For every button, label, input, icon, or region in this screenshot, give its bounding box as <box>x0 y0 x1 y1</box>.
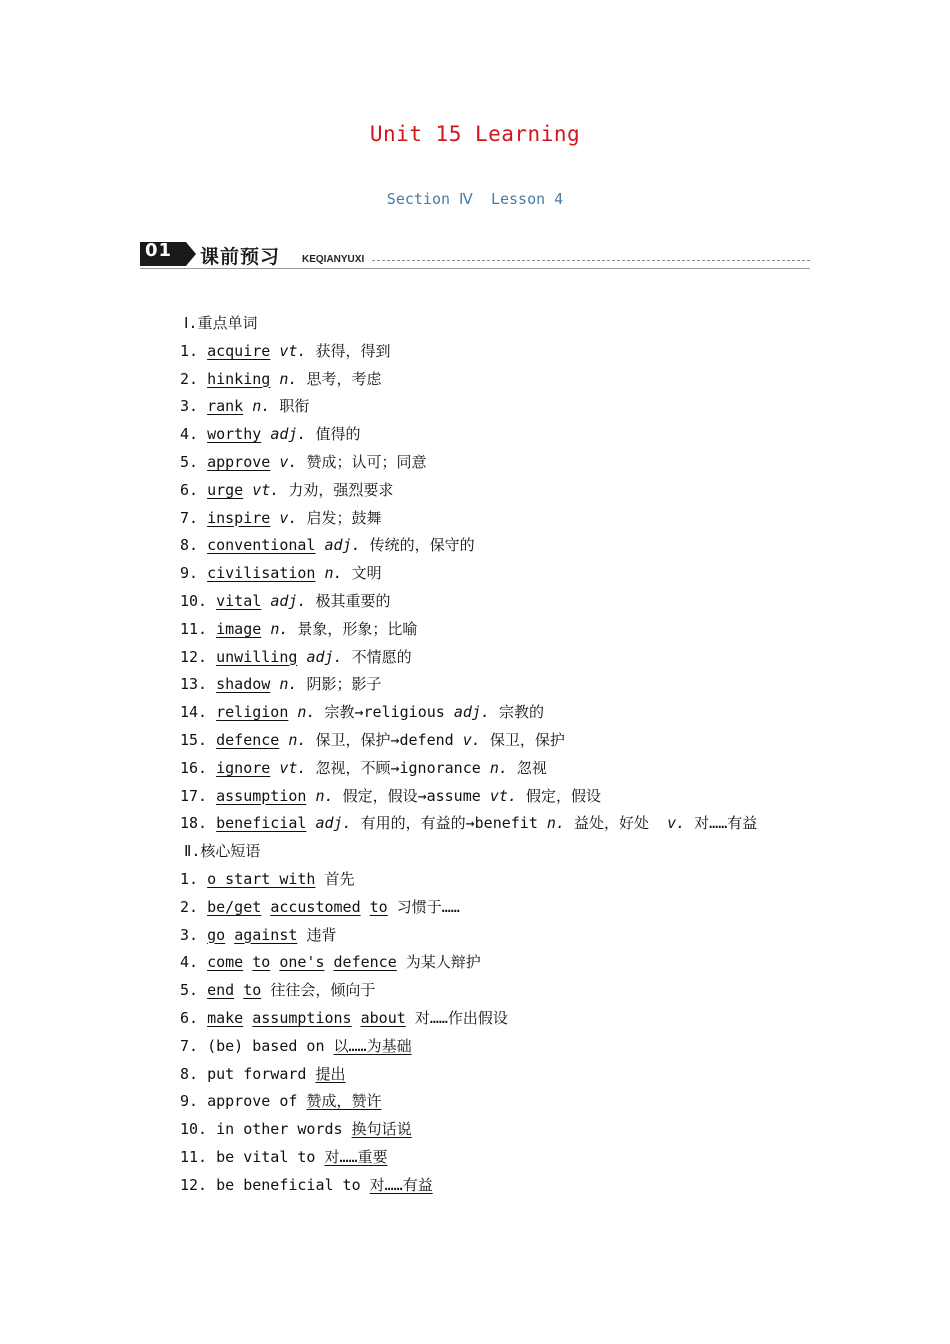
vocab-answer: ignore <box>216 758 271 777</box>
phrase-item <box>180 949 820 977</box>
part-of-speech: vt. <box>279 758 307 777</box>
vocab-answer: worthy <box>207 425 262 444</box>
phrase-item <box>180 1061 820 1089</box>
vocab-answer: rank <box>207 397 244 416</box>
part-of-speech: adj. <box>324 536 361 555</box>
meaning: 习惯于…… <box>396 897 460 916</box>
item-number: 3. <box>180 925 199 944</box>
part-of-speech: n. <box>546 814 565 833</box>
meaning: 有用的，有益的→benefit <box>360 814 538 833</box>
part-of-speech: n. <box>324 564 343 583</box>
vocab-answer: acquire <box>207 341 271 360</box>
item-number: 15. <box>180 730 208 749</box>
part-of-speech: v. <box>667 814 686 833</box>
phrase-answer-word: be/get <box>207 897 262 916</box>
item-number: 9. <box>180 564 199 583</box>
item-number: 6. <box>180 1008 199 1027</box>
vocab-answer: civilisation <box>207 564 316 583</box>
phrase: put forward <box>207 1064 307 1083</box>
vocab-item <box>180 727 820 755</box>
item-number: 16. <box>180 758 208 777</box>
phrase: in other words <box>216 1120 343 1139</box>
item-number: 7. <box>180 508 199 527</box>
vocab-item <box>180 449 820 477</box>
part-of-speech: adj. <box>270 425 307 444</box>
vocab-answer: shadow <box>216 675 271 694</box>
part-of-speech: n. <box>252 397 271 416</box>
meaning-answer: 对……有益 <box>369 1175 433 1194</box>
meaning: 赞成；认可；同意 <box>306 452 427 471</box>
part-of-speech: n. <box>279 369 298 388</box>
part-of-speech: n. <box>270 619 289 638</box>
meaning: 阴影；影子 <box>306 675 382 694</box>
vocab-item <box>180 588 820 616</box>
vocab-item <box>180 505 820 533</box>
part-of-speech: n. <box>489 758 508 777</box>
vocab-answer: approve <box>207 452 271 471</box>
item-number: 13. <box>180 675 208 694</box>
meaning: 保卫，保护→defend <box>315 730 454 749</box>
vocab-item <box>180 560 820 588</box>
banner-dashed-divider <box>372 260 810 261</box>
banner-number: 01 <box>145 240 173 261</box>
item-number: 8. <box>180 1064 199 1083</box>
banner-title: 课前预习 <box>200 246 281 268</box>
vocab-answer: inspire <box>207 508 271 527</box>
item-number: 7. <box>180 1036 199 1055</box>
vocab-item <box>180 477 820 505</box>
meaning-answer: 以……为基础 <box>333 1036 412 1055</box>
meaning: 力劝，强烈要求 <box>288 480 394 499</box>
vocab-item <box>180 393 820 421</box>
meaning: 获得，得到 <box>315 341 391 360</box>
part-of-speech: vt. <box>489 786 517 805</box>
item-number: 18. <box>180 814 208 833</box>
meaning: 益处，好处 <box>574 814 650 833</box>
section-subtitle: Section Ⅳ Lesson 4 <box>386 190 564 208</box>
item-number: 2. <box>180 369 199 388</box>
part-of-speech: adj. <box>306 647 343 666</box>
vocab-item <box>180 810 820 838</box>
vocab-answer: hinking <box>207 369 271 388</box>
part-of-speech: adj. <box>270 591 307 610</box>
meaning: 首先 <box>324 869 355 888</box>
vocab-answer: vital <box>216 591 262 610</box>
meaning: 值得的 <box>315 425 361 444</box>
phrase: be vital to <box>216 1147 316 1166</box>
exercise-content <box>180 310 820 1200</box>
meaning-answer: 提出 <box>315 1064 346 1083</box>
banner-pinyin: KEQIANYUXI <box>302 254 365 265</box>
phrase-answer-word: to <box>252 953 271 972</box>
section-banner <box>140 238 812 272</box>
vocab-answer: urge <box>207 480 244 499</box>
phrase-answer-word: about <box>360 1008 406 1027</box>
item-number: 12. <box>180 1175 208 1194</box>
part-of-speech: n. <box>315 786 334 805</box>
item-number: 4. <box>180 953 199 972</box>
part-of-speech: adj. <box>315 814 352 833</box>
item-number: 10. <box>180 591 208 610</box>
item-number: 11. <box>180 1147 208 1166</box>
meaning: 忽视 <box>516 758 547 777</box>
meaning: 文明 <box>351 564 382 583</box>
phrase-item <box>180 1005 820 1033</box>
item-number: 11. <box>180 619 208 638</box>
item-number: 14. <box>180 703 208 722</box>
meaning: 思考，考虑 <box>306 369 382 388</box>
part-of-speech: vt. <box>252 480 280 499</box>
vocab-item <box>180 783 820 811</box>
item-number: 12. <box>180 647 208 666</box>
meaning: 假定，假设 <box>525 786 601 805</box>
phrase-item <box>180 1144 820 1172</box>
phrase-item <box>180 866 820 894</box>
part-of-speech: n. <box>297 703 316 722</box>
section1-heading: Ⅰ.重点单词 <box>184 314 258 332</box>
meaning: 违背 <box>306 925 337 944</box>
meaning-answer: 对……重要 <box>324 1147 388 1166</box>
vocabulary-list <box>180 338 820 838</box>
item-number: 9. <box>180 1092 199 1111</box>
phrase: (be) based on <box>207 1036 325 1055</box>
meaning: 职衔 <box>279 397 310 416</box>
part-of-speech: v. <box>279 508 298 527</box>
phrase-item <box>180 1116 820 1144</box>
item-number: 3. <box>180 397 199 416</box>
item-number: 4. <box>180 425 199 444</box>
phrase-item <box>180 894 820 922</box>
phrase-item <box>180 1088 820 1116</box>
item-number: 5. <box>180 981 199 1000</box>
meaning: 宗教→religious <box>324 703 445 722</box>
phrase-item <box>180 977 820 1005</box>
meaning: 保卫，保护 <box>489 730 565 749</box>
phrase: be beneficial to <box>216 1175 361 1194</box>
vocab-answer: beneficial <box>216 814 307 833</box>
phrase-answer-word: accustomed <box>270 897 361 916</box>
part-of-speech: v. <box>462 730 481 749</box>
part-of-speech: v. <box>279 452 298 471</box>
section2-heading: Ⅱ.核心短语 <box>184 842 261 861</box>
phrase-answer-word: defence <box>333 953 397 972</box>
meaning: 对……有益 <box>694 814 758 833</box>
vocab-item <box>180 366 820 394</box>
meaning: 忽视，不顾→ignorance <box>315 758 481 777</box>
meaning-answer: 赞成，赞许 <box>306 1092 382 1111</box>
part-of-speech: n. <box>279 675 298 694</box>
phrase-item <box>180 1033 820 1061</box>
vocab-answer: image <box>216 619 262 638</box>
vocab-item <box>180 532 820 560</box>
item-number: 2. <box>180 897 199 916</box>
meaning-answer: 换句话说 <box>351 1120 412 1139</box>
phrase-answer-word: one's <box>279 953 325 972</box>
item-number: 6. <box>180 480 199 499</box>
meaning: 不情愿的 <box>351 647 412 666</box>
meaning: 景象，形象；比喻 <box>297 619 418 638</box>
item-number: 17. <box>180 786 208 805</box>
phrase-answer-word: o start with <box>207 869 316 888</box>
meaning: 往往会，倾向于 <box>270 981 376 1000</box>
phrase-list-b <box>180 1033 820 1200</box>
phrase-answer-word: make <box>207 1008 244 1027</box>
item-number: 1. <box>180 869 199 888</box>
vocab-item <box>180 616 820 644</box>
item-number: 1. <box>180 341 199 360</box>
part-of-speech: vt. <box>279 341 307 360</box>
phrase: approve of <box>207 1092 298 1111</box>
phrase-answer-word: go <box>207 925 226 944</box>
meaning: 为某人辩护 <box>405 953 481 972</box>
phrase-answer-word: against <box>234 925 298 944</box>
phrase-item <box>180 1172 820 1200</box>
phrase-answer-word: to <box>369 897 388 916</box>
phrase-item <box>180 922 820 950</box>
vocab-answer: conventional <box>207 536 316 555</box>
vocab-item <box>180 421 820 449</box>
vocab-item <box>180 755 820 783</box>
item-number: 8. <box>180 536 199 555</box>
phrase-answer-word: assumptions <box>252 1008 352 1027</box>
vocab-answer: assumption <box>216 786 307 805</box>
vocab-answer: defence <box>216 730 280 749</box>
banner-underline <box>140 268 810 269</box>
page-title: Unit 15 Learning <box>369 122 581 146</box>
item-number: 10. <box>180 1120 208 1139</box>
phrase-answer-word: to <box>243 981 262 1000</box>
vocab-item <box>180 671 820 699</box>
vocab-item <box>180 699 820 727</box>
item-number: 5. <box>180 452 199 471</box>
vocab-answer: unwilling <box>216 647 298 666</box>
vocab-item <box>180 644 820 672</box>
part-of-speech: adj. <box>453 703 490 722</box>
meaning: 启发；鼓舞 <box>306 508 382 527</box>
meaning: 假定，假设→assume <box>342 786 481 805</box>
phrase-answer-word: end <box>207 981 235 1000</box>
vocab-item <box>180 338 820 366</box>
meaning: 极其重要的 <box>315 591 391 610</box>
meaning: 对……作出假设 <box>414 1008 508 1027</box>
meaning: 宗教的 <box>499 703 545 722</box>
part-of-speech: n. <box>288 730 307 749</box>
phrase-answer-word: come <box>207 953 244 972</box>
phrase-list-a <box>180 866 820 1033</box>
vocab-answer: religion <box>216 703 289 722</box>
meaning: 传统的，保守的 <box>369 536 475 555</box>
